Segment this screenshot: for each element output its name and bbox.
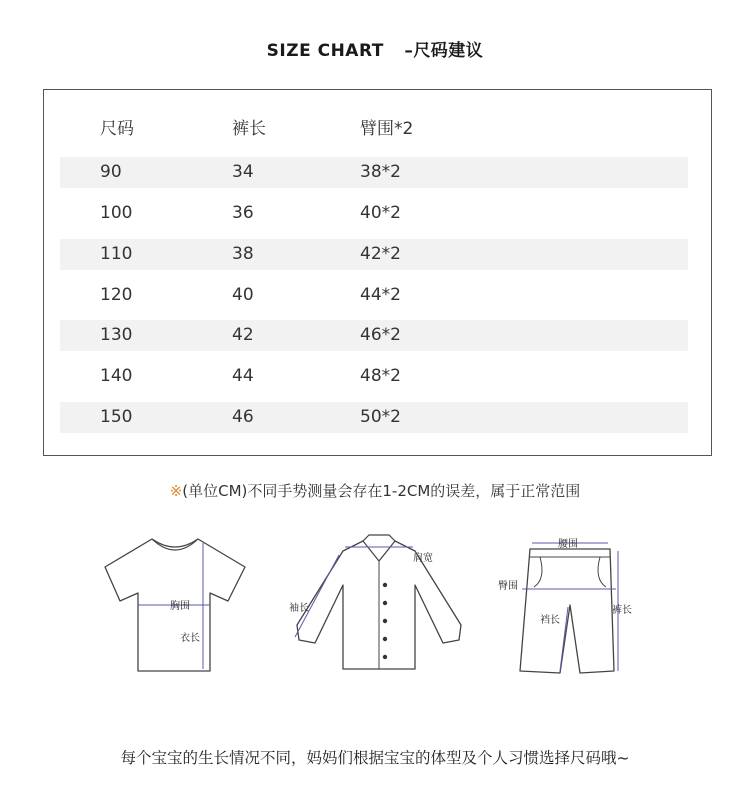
pants-waist-label: 腰围 (558, 539, 578, 550)
tshirt-length-label: 衣长 (180, 633, 200, 644)
cell-pants-length: 46 (232, 407, 254, 427)
shirt-diagram (285, 525, 470, 675)
cell-pants-length: 36 (232, 203, 254, 223)
cell-hip: 40*2 (360, 203, 401, 223)
cell-hip: 38*2 (360, 162, 401, 182)
measurement-note (0, 480, 750, 501)
cell-hip: 50*2 (360, 407, 401, 427)
pants-hip-label: 臀围 (498, 581, 518, 592)
cell-size: 140 (100, 366, 133, 386)
pants-leg-label: 裤长 (612, 605, 632, 616)
page-title (0, 36, 750, 61)
header-pants-length: 裤长 (232, 119, 266, 139)
shirt-sleeve-label: 袖长 (289, 603, 309, 614)
cell-size: 130 (100, 325, 133, 345)
size-table (43, 89, 712, 456)
cell-size: 110 (100, 244, 133, 264)
table-row (60, 402, 688, 433)
table-row (60, 198, 688, 229)
cell-size: 90 (100, 162, 122, 182)
tshirt-diagram (100, 525, 250, 675)
measurement-diagrams (0, 525, 750, 695)
table-row (60, 361, 688, 392)
table-row (60, 280, 688, 311)
note-text: (单位CM)不同手势测量会存在1-2CM的误差，属于正常范围 (182, 482, 581, 500)
pants-diagram (498, 525, 648, 680)
cell-hip: 42*2 (360, 244, 401, 264)
pants-thigh-label: 裆长 (540, 615, 560, 626)
shirt-shoulder-label: 肩宽 (413, 553, 433, 564)
table-header-row (60, 114, 688, 145)
table-row (60, 320, 688, 351)
note-mark-icon: ※ (169, 482, 183, 500)
cell-hip: 46*2 (360, 325, 401, 345)
cell-size: 150 (100, 407, 133, 427)
cell-size: 100 (100, 203, 133, 223)
cell-pants-length: 34 (232, 162, 254, 182)
cell-pants-length: 38 (232, 244, 254, 264)
footer-tip: 每个宝宝的生长情况不同，妈妈们根据宝宝的体型及个人习惯选择尺码哦~ (120, 749, 630, 767)
cell-size: 120 (100, 285, 133, 305)
header-size: 尺码 (100, 119, 134, 139)
tshirt-chest-label: 胸围 (170, 601, 190, 612)
cell-hip: 44*2 (360, 285, 401, 305)
header-hip: 臂围*2 (360, 119, 414, 139)
cell-pants-length: 44 (232, 366, 254, 386)
cell-hip: 48*2 (360, 366, 401, 386)
cell-pants-length: 40 (232, 285, 254, 305)
table-row (60, 239, 688, 270)
table-row (60, 157, 688, 188)
title-main: SIZE CHART (266, 41, 384, 61)
title-sub: –尺码建议 (404, 41, 484, 61)
cell-pants-length: 42 (232, 325, 254, 345)
